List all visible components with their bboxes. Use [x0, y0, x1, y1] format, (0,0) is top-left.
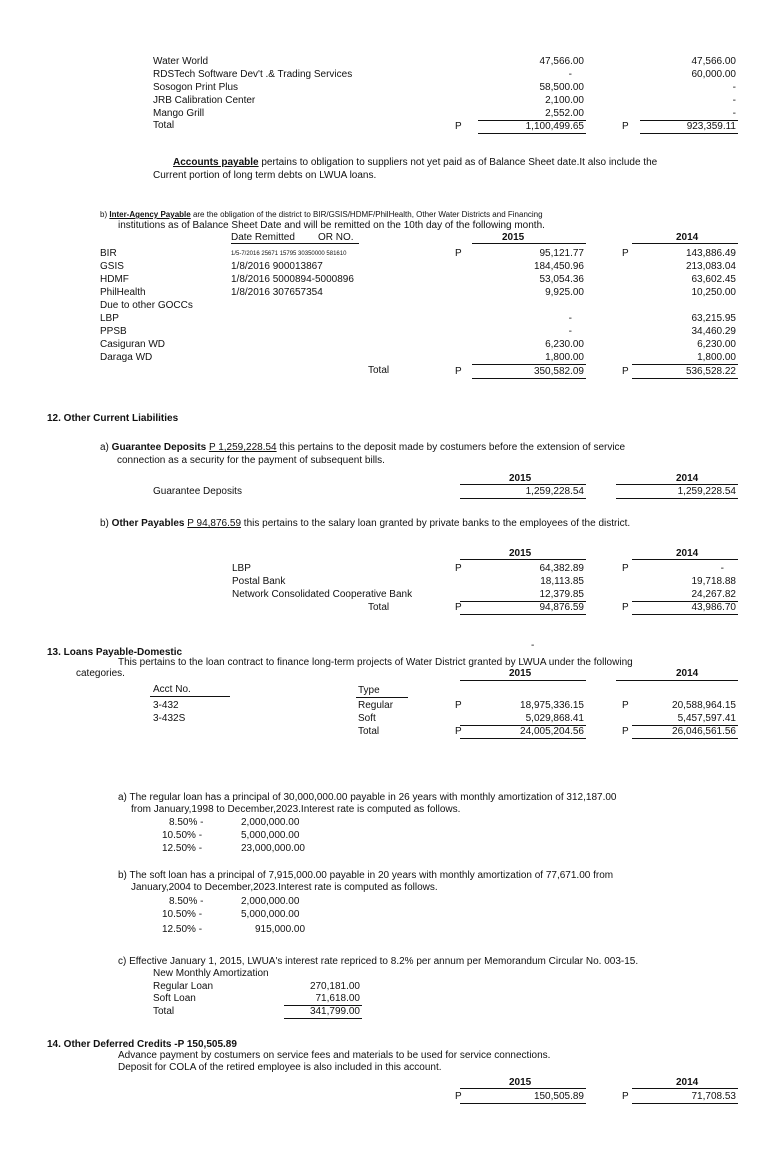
column-header-2015: 2015	[509, 668, 532, 679]
date-or-number: 1/8/2016 900013867	[231, 261, 323, 272]
loan-name: Soft Loan	[153, 993, 196, 1004]
accounts-payable-note	[173, 157, 657, 168]
amount-2014: 34,460.29	[691, 326, 736, 337]
guarantee-deposits-intro	[100, 442, 625, 453]
amount-2014: 10,250.00	[691, 287, 736, 298]
total-rule	[632, 614, 738, 615]
amount-2014: 20,588,964.15	[672, 700, 736, 711]
column-header-2014: 2014	[676, 668, 699, 679]
peso-sign: P	[622, 1091, 629, 1102]
column-header-2014: 2014	[676, 473, 699, 484]
soft-loan-text: b) The soft loan has a principal of 7,915,000.00 payable in 20 years with monthly amortization of 77,671.00 from	[118, 870, 614, 881]
peso-sign: P	[455, 248, 462, 259]
peso-sign: P	[622, 563, 629, 574]
header-rule	[460, 680, 586, 681]
section-text: Advance payment by costumers on service fees and materials to be used for service connections.	[118, 1050, 551, 1061]
interagency-text: are the obligation of the district to BIR/GSIS/HDMF/PhilHealth, Other Water Districts and Financing	[190, 210, 543, 219]
guarantee-deposits-label: Guarantee Deposits	[153, 486, 242, 497]
subtotal-rule	[472, 364, 586, 365]
intro-text: this pertains to the deposit made by costumers before the extension of service	[276, 442, 626, 453]
amount-2015: 53,054.36	[539, 274, 584, 285]
other-payables-term: Other Payables	[111, 518, 185, 529]
amount-2014: -	[732, 108, 736, 119]
amount-2014: 213,083.04	[685, 261, 736, 272]
amount-2015: 150,505.89	[533, 1091, 584, 1102]
bank-name: Postal Bank	[232, 576, 286, 587]
repricing-text: c) Effective January 1, 2015, LWUA's interest rate repriced to 8.2% per annum per Memorandum Circular No. 003-15.	[118, 956, 639, 967]
total-2015: 1,100,499.65	[525, 121, 584, 132]
column-header-or: OR NO.	[318, 232, 354, 243]
account-number: 3-432	[153, 700, 179, 711]
agency-name: Daraga WD	[100, 352, 153, 363]
amortization-total: 341,799.00	[309, 1006, 360, 1017]
interest-amount: 2,000,000.00	[241, 896, 300, 907]
loan-name: Regular Loan	[153, 981, 214, 992]
section-heading: 14. Other Deferred Credits -P 150,505.89	[47, 1039, 237, 1050]
agency-name: LBP	[100, 313, 119, 324]
creditor-name: RDSTech Software Dev't .& Trading Services	[153, 69, 353, 80]
amount-2014: -	[732, 82, 736, 93]
amount-2014: 71,708.53	[691, 1091, 736, 1102]
total-rule	[460, 1103, 586, 1104]
peso-sign: P	[455, 121, 462, 132]
amount-2015: 9,925.00	[545, 287, 584, 298]
interest-rate: 12.50% -	[162, 924, 203, 935]
soft-loan-text-line2: January,2004 to December,2023.Interest rate is computed as follows.	[131, 882, 438, 893]
column-header-type: Type	[358, 685, 380, 696]
date-or-number: 1/8/2016 5000894-5000896	[231, 274, 354, 285]
interest-rate: 8.50% -	[169, 896, 204, 907]
amount-2014: 1,800.00	[697, 352, 736, 363]
item-prefix: b)	[100, 518, 112, 529]
total-rule	[460, 498, 586, 499]
section-text: This pertains to the loan contract to finance long-term projects of Water District granted by LWUA under the following	[118, 657, 633, 668]
note-text: pertains to obligation to suppliers not yet paid as of Balance Sheet date.It also include the	[258, 157, 658, 168]
interest-amount: 2,000,000.00	[241, 817, 300, 828]
total-rule	[460, 738, 586, 739]
column-header-2015: 2015	[509, 1077, 532, 1088]
amortization-amount: 270,181.00	[309, 981, 360, 992]
peso-sign: P	[455, 700, 462, 711]
amount-2014: -	[732, 95, 736, 106]
agency-name: Due to other GOCCs	[100, 300, 193, 311]
header-rule	[632, 559, 738, 560]
total-label: Total	[153, 120, 175, 131]
agency-name: PPSB	[100, 326, 127, 337]
interest-amount: 5,000,000.00	[241, 830, 300, 841]
regular-loan-text-line2: from January,1998 to December,2023.Interest rate is computed as follows.	[131, 804, 461, 815]
creditor-name: Water World	[153, 56, 209, 67]
section-heading: 13. Loans Payable-Domestic	[47, 647, 183, 658]
amount-2015: -	[568, 326, 572, 337]
amount-2014: 47,566.00	[691, 56, 736, 67]
item-prefix: a)	[100, 442, 112, 453]
amount-2015: 58,500.00	[539, 82, 584, 93]
interest-amount: 915,000.00	[255, 924, 306, 935]
amount-2015: 1,800.00	[545, 352, 584, 363]
amount-2014: 63,215.95	[691, 313, 736, 324]
total-rule	[460, 614, 586, 615]
total-rule	[478, 133, 586, 134]
amount-2014: -	[720, 563, 724, 574]
peso-sign: P	[455, 602, 462, 613]
guarantee-deposits-amount: P 1,259,228.54	[208, 442, 277, 453]
amount-2015: 47,566.00	[539, 56, 584, 67]
section-text-line2: categories.	[76, 668, 125, 679]
header-rule	[460, 559, 586, 560]
column-header-2015: 2015	[509, 548, 532, 559]
total-2015: 350,582.09	[533, 366, 584, 377]
total-label: Total	[368, 365, 390, 376]
amount-2015: 12,379.85	[539, 589, 584, 600]
amount-2014: 24,267.82	[691, 589, 736, 600]
amount-2015: 6,230.00	[545, 339, 584, 350]
guarantee-deposits-term: Guarantee Deposits	[111, 442, 207, 453]
header-rule	[460, 484, 586, 485]
column-header-2015: 2015	[509, 473, 532, 484]
total-rule	[472, 378, 586, 379]
total-rule	[632, 1103, 738, 1104]
dash-mark: -	[531, 640, 535, 651]
peso-sign: P	[455, 366, 462, 377]
bank-name: Network Consolidated Cooperative Bank	[232, 589, 413, 600]
agency-name: HDMF	[100, 274, 129, 285]
amount-2015: -	[568, 313, 572, 324]
bank-name: LBP	[232, 563, 251, 574]
total-rule	[632, 738, 738, 739]
column-header-date: Date Remitted	[231, 232, 295, 243]
total-rule	[640, 133, 738, 134]
header-rule	[632, 243, 738, 244]
amount-2015: 184,450.96	[533, 261, 584, 272]
agency-name: BIR	[100, 248, 117, 259]
total-rule	[616, 498, 738, 499]
total-label: Total	[368, 602, 390, 613]
date-or-number: 1/8/2016 307657354	[231, 287, 323, 298]
subtotal-rule	[632, 364, 738, 365]
interest-rate: 10.50% -	[162, 909, 203, 920]
creditor-name: Mango Grill	[153, 108, 205, 119]
interest-rate: 10.50% -	[162, 830, 203, 841]
total-2015: 94,876.59	[539, 602, 584, 613]
amount-2014: 5,457,597.41	[677, 713, 736, 724]
total-2014: 26,046,561.56	[672, 726, 736, 737]
header-rule	[150, 696, 230, 697]
interest-amount: 23,000,000.00	[241, 843, 305, 854]
date-or-number: 1/5-7/2016 25671 15795 30350000 581610	[231, 251, 347, 257]
amount-2015: 18,113.85	[540, 576, 584, 587]
other-payables-intro	[100, 518, 630, 529]
amount-2014: 19,718.88	[691, 576, 736, 587]
amount-2015: 64,382.89	[539, 563, 584, 574]
header-rule	[616, 680, 738, 681]
header-rule	[356, 697, 408, 698]
total-2015: 24,005,204.56	[520, 726, 584, 737]
header-rule	[231, 243, 359, 244]
column-header-2014: 2014	[676, 1077, 699, 1088]
account-number: 3-432S	[153, 713, 186, 724]
peso-sign: P	[622, 602, 629, 613]
total-2014: 536,528.22	[685, 366, 736, 377]
interagency-term: Inter-Agency Payable	[109, 210, 191, 219]
total-2014: 43,986.70	[691, 602, 736, 613]
amortization-amount: 71,618.00	[315, 993, 360, 1004]
amount-2015: 5,029,868.41	[525, 713, 584, 724]
amount-2014: 143,886.49	[685, 248, 736, 259]
peso-sign: P	[622, 726, 629, 737]
other-payables-amount: P 94,876.59	[187, 518, 242, 529]
note-term: Accounts payable	[173, 157, 259, 168]
loan-type: Soft	[358, 713, 376, 724]
interest-amount: 5,000,000.00	[241, 909, 300, 920]
section-text-line2: Deposit for COLA of the retired employee is also included in this account.	[118, 1062, 442, 1073]
amount-2015: 18,975,336.15	[520, 700, 584, 711]
amount-2015: 2,100.00	[545, 95, 584, 106]
amount-2015: 95,121.77	[539, 248, 584, 259]
header-rule	[472, 243, 586, 244]
total-label: Total	[358, 726, 380, 737]
note-text-line2: Current portion of long term debts on LWUA loans.	[153, 170, 377, 181]
amortization-heading: New Monthly Amortization	[153, 968, 269, 979]
peso-sign: P	[622, 700, 629, 711]
interest-rate: 8.50% -	[169, 817, 204, 828]
creditor-name: JRB Calibration Center	[153, 95, 256, 106]
agency-name: GSIS	[100, 261, 124, 272]
peso-sign: P	[622, 366, 629, 377]
column-header-2014: 2014	[676, 232, 699, 243]
column-header-2014: 2014	[676, 548, 699, 559]
amount-2014: 63,602.45	[691, 274, 736, 285]
peso-sign: P	[455, 1091, 462, 1102]
amount-2015: -	[568, 69, 572, 80]
header-rule	[616, 484, 738, 485]
agency-name: Casiguran WD	[100, 339, 166, 350]
agency-name: PhilHealth	[100, 287, 146, 298]
intro-text-line2: connection as a security for the payment of subsequent bills.	[117, 455, 385, 466]
amount-2014: 6,230.00	[697, 339, 736, 350]
interest-rate: 12.50% -	[162, 843, 203, 854]
creditor-name: Sosogon Print Plus	[153, 82, 239, 93]
header-rule	[460, 1088, 586, 1089]
amount-2014: 1,259,228.54	[677, 486, 736, 497]
section-heading: 12. Other Current Liabilities	[47, 413, 179, 424]
amount-2015: 1,259,228.54	[525, 486, 584, 497]
item-prefix: b)	[100, 210, 110, 219]
regular-loan-text: a) The regular loan has a principal of 30,000,000.00 payable in 26 years with monthly amortization of 312,187.00	[118, 792, 617, 803]
interagency-intro	[100, 209, 543, 220]
peso-sign: P	[622, 248, 629, 259]
peso-sign: P	[455, 563, 462, 574]
total-rule	[284, 1018, 362, 1019]
column-header-acct: Acct No.	[153, 684, 191, 695]
column-header-2015: 2015	[502, 232, 525, 243]
intro-text: this pertains to the salary loan granted by private banks to the employees of the district.	[241, 518, 631, 529]
peso-sign: P	[622, 121, 629, 132]
header-rule	[632, 1088, 738, 1089]
total-label: Total	[153, 1006, 175, 1017]
total-rule	[632, 378, 738, 379]
interagency-text-line2: institutions as of Balance Sheet Date and will be remitted on the 10th day of the following month.	[118, 220, 545, 231]
peso-sign: P	[455, 726, 462, 737]
loan-type: Regular	[358, 700, 394, 711]
amount-2014: 60,000.00	[691, 69, 736, 80]
total-2014: 923,359.11	[686, 121, 736, 132]
amount-2015: 2,552.00	[545, 108, 584, 119]
